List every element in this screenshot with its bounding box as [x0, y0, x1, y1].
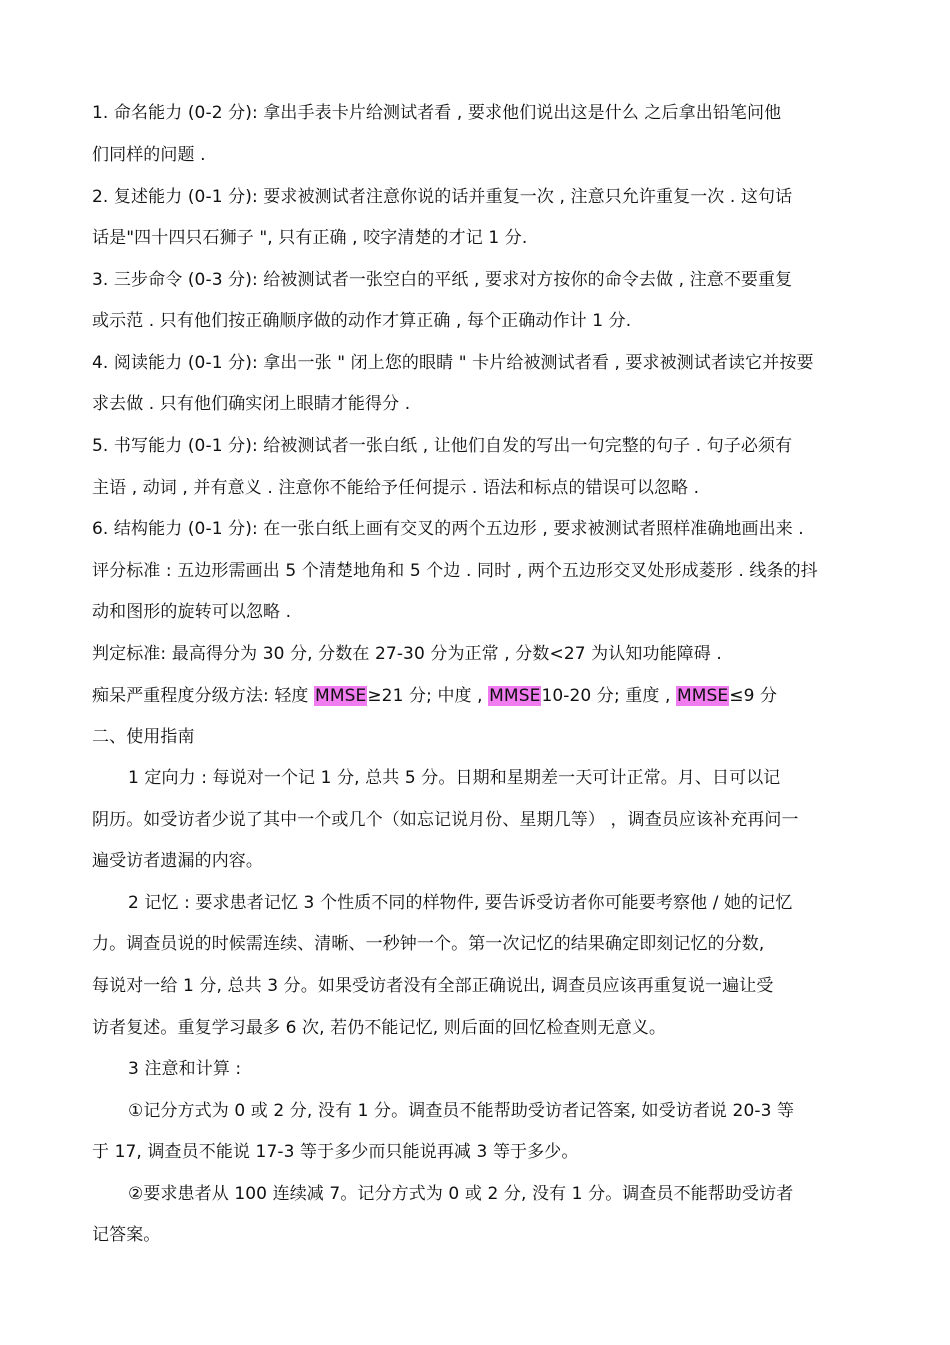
text-line: 们同样的问题 .	[92, 145, 206, 165]
mmse-highlight: MMSE	[315, 686, 367, 706]
text-line: 话是"四十四只石狮子 ", 只有正确 , 咬字清楚的才记 1 分.	[92, 228, 528, 248]
mmse-highlight: MMSE	[489, 686, 541, 706]
text-line: 或示范 . 只有他们按正确顺序做的动作才算正确 , 每个正确动作计 1 分.	[92, 311, 632, 331]
text-line: 动和图形的旋转可以忽略 .	[92, 602, 292, 622]
guide-line: 阴历。如受访者少说了其中一个或几个（如忘记说月份、星期几等） ，调查员应该补充再问一	[92, 810, 799, 830]
guide-line: 1 定向力 : 每说对一个记 1 分, 总共 5 分。日期和星期差一天可计正常。月、日可以记	[128, 768, 781, 788]
severity-line	[92, 686, 777, 706]
guide-line: 2 记忆 : 要求患者记忆 3 个性质不同的样物件, 要告诉受访者你可能要考察他 / 她的记忆	[128, 893, 793, 913]
text-line: 求去做 . 只有他们确实闭上眼睛才能得分 .	[92, 394, 411, 414]
text-line: 主语 , 动词 , 并有意义 . 注意你不能给予任何提示 . 语法和标点的错误可以忽略 .	[92, 478, 700, 498]
text-line: 6. 结构能力 (0-1 分): 在一张白纸上画有交叉的两个五边形 , 要求被测试者照样准确地画出来 .	[92, 519, 804, 539]
severity-mild-value: ≥21 分; 中度 ,	[367, 686, 489, 706]
severity-severe-value: ≤9 分	[729, 686, 778, 706]
section-title: 二、使用指南	[92, 727, 195, 747]
guide-line: 于 17, 调查员不能说 17-3 等于多少而只能说再减 3 等于多少。	[92, 1142, 579, 1162]
guide-line: 3 注意和计算 :	[128, 1059, 242, 1079]
text-line: 3. 三步命令 (0-3 分): 给被测试者一张空白的平纸 , 要求对方按你的命令去做 , 注意不要重复	[92, 270, 793, 290]
text-line: 4. 阅读能力 (0-1 分): 拿出一张 " 闭上您的眼睛 " 卡片给被测试者看 , 要求被测试者读它并按要	[92, 353, 814, 373]
text-line: 5. 书写能力 (0-1 分): 给被测试者一张白纸 , 让他们自发的写出一句完整的句子 . 句子必须有	[92, 436, 793, 456]
severity-prefix: 痴呆严重程度分级方法: 轻度	[92, 686, 315, 706]
guide-line: 遍受访者遗漏的内容。	[92, 851, 263, 871]
text-line: 1. 命名能力 (0-2 分): 拿出手表卡片给测试者看 , 要求他们说出这是什么 之后拿出铅笔问他	[92, 103, 782, 123]
guide-line: 每说对一给 1 分, 总共 3 分。如果受访者没有全部正确说出, 调查员应该再重复说一遍让受	[92, 976, 774, 996]
text-line: 2. 复述能力 (0-1 分): 要求被测试者注意你说的话并重复一次 , 注意只允许重复一次 . 这句话	[92, 187, 793, 207]
text-line: 判定标准: 最高得分为 30 分, 分数在 27-30 分为正常 , 分数<27 为认知功能障碍 .	[92, 644, 722, 664]
guide-line: ②要求患者从 100 连续减 7。记分方式为 0 或 2 分, 没有 1 分。调查员不能帮助受访者	[128, 1184, 794, 1204]
severity-moderate-value: 10-20 分; 重度 ,	[541, 686, 676, 706]
guide-line: 访者复述。重复学习最多 6 次, 若仍不能记忆, 则后面的回忆检查则无意义。	[92, 1018, 667, 1038]
text-line: 评分标准 : 五边形需画出 5 个清楚地角和 5 个边 . 同时 , 两个五边形交叉处形成菱形 . 线条的抖	[92, 561, 818, 581]
guide-line: 记答案。	[92, 1225, 161, 1245]
guide-line: 力。调查员说的时候需连续、清晰、一秒钟一个。第一次记忆的结果确定即刻记忆的分数,	[92, 934, 765, 954]
guide-line: ①记分方式为 0 或 2 分, 没有 1 分。调查员不能帮助受访者记答案, 如受访者说 20-3 等	[128, 1101, 795, 1121]
mmse-highlight: MMSE	[676, 686, 729, 706]
